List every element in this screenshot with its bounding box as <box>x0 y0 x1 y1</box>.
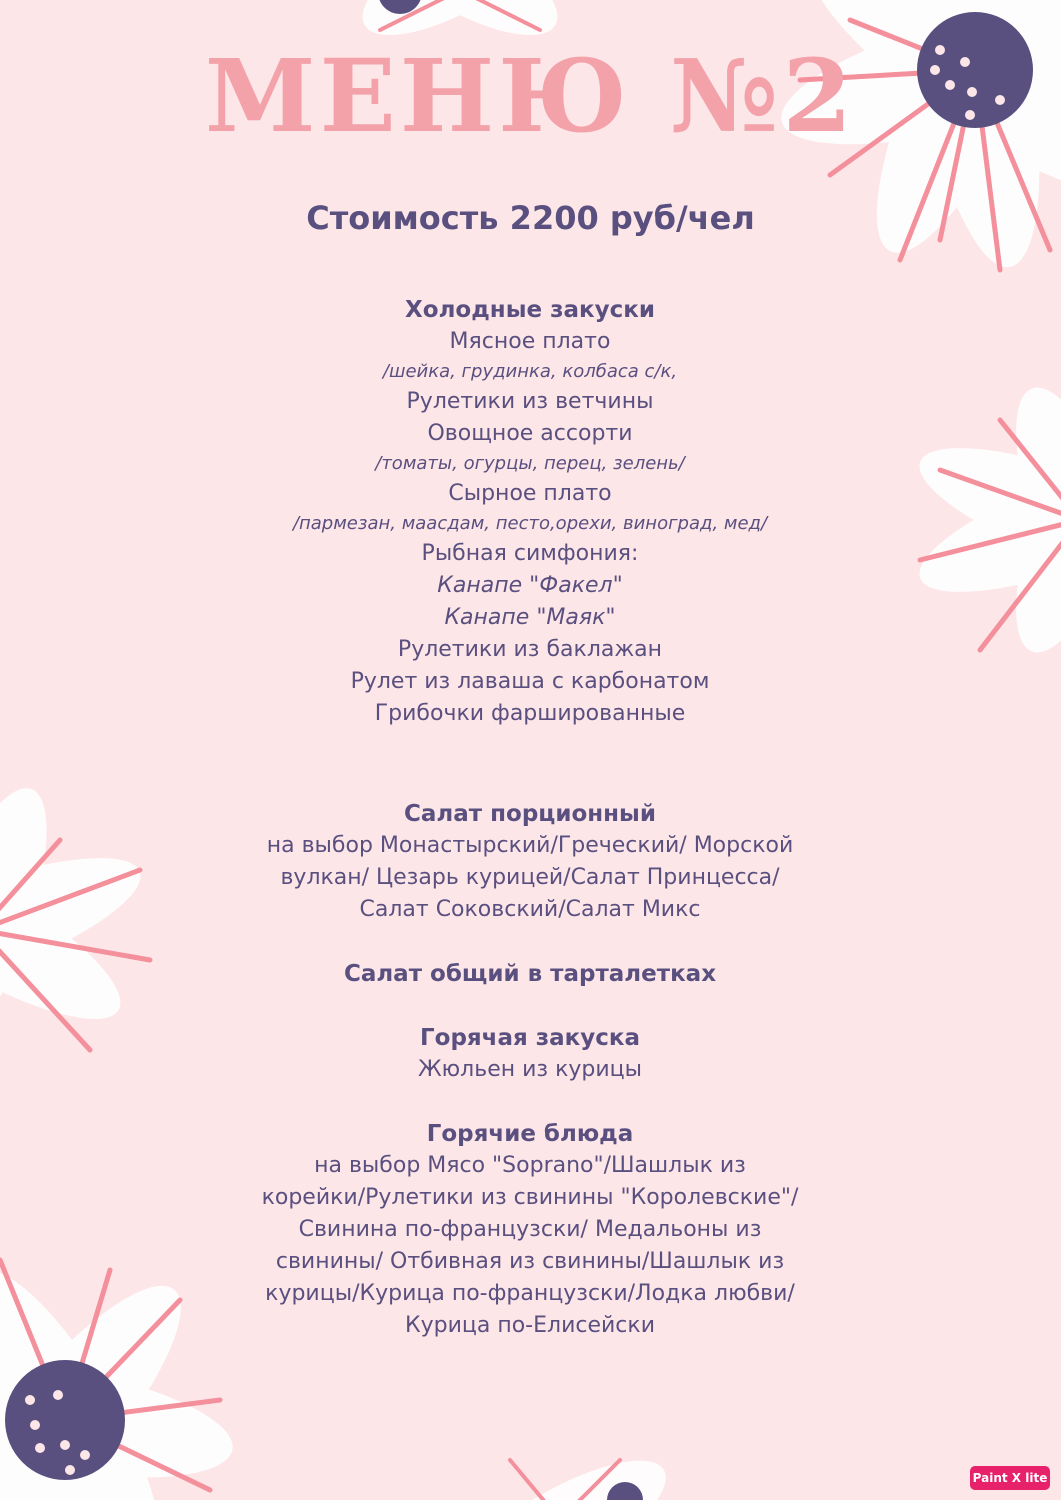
cold-item: Грибочки фаршированные <box>374 701 686 726</box>
cold-appetizers-section <box>260 294 800 730</box>
cold-appetizers-heading: Холодные закуски <box>405 297 655 323</box>
portion-salad-options: на выбор Монастырский/Греческий/ Морской вулкан/ Цезарь курицей/Салат Принцесса/Салат Соковский/Салат Микс <box>266 833 794 922</box>
flower-bottom-center-icon <box>436 1435 684 1500</box>
flower-left-middle-icon <box>0 774 155 1087</box>
cold-item: Сырное плато <box>448 481 612 506</box>
watermark-badge: Paint X lite <box>970 1466 1050 1490</box>
menu-content <box>260 294 800 1342</box>
hot-appetizer-item: Жюльен из курицы <box>417 1057 643 1082</box>
hot-appetizer-heading: Горячая закуска <box>419 1025 641 1051</box>
portion-salad-section <box>260 798 800 926</box>
hot-dishes-heading: Горячие блюда <box>426 1121 634 1147</box>
cold-item-note: /шейка, грудинка, колбаса с/к, <box>382 361 678 382</box>
cold-item-subitem: Канапе "Факел" <box>437 573 623 598</box>
hot-appetizer-section <box>260 1022 800 1086</box>
cold-item: Мясное плато <box>449 329 611 354</box>
flower-right-middle-icon <box>905 373 1061 667</box>
hot-dishes-options: на выбор Мясо "Soprano"/Шашлык из корейки/Рулетики из свинины "Королевские"/Свинина по-французски/ Медальоны из свинины/ Отбивная из свинины/Шашлык из курицы/Курица по-французски/Лодка любви/Курица по-Елисейски <box>261 1153 799 1338</box>
cold-item-note: /пармезан, маасдам, песто,орехи, виноград, мед/ <box>292 513 768 534</box>
menu-price: Стоимость 2200 руб/чел <box>306 199 755 237</box>
cold-item: Рыбная симфония: <box>421 541 639 566</box>
portion-salad-heading: Салат порционный <box>404 801 656 827</box>
cold-item-note: /томаты, огурцы, перец, зелень/ <box>375 453 685 474</box>
cold-item: Рулетики из баклажан <box>397 637 663 662</box>
hot-dishes-section <box>260 1118 800 1342</box>
menu-title: МЕНЮ №2 <box>204 37 857 155</box>
common-salad-section <box>260 958 800 990</box>
cold-item: Овощное ассорти <box>427 421 633 446</box>
cold-item: Рулет из лаваша с карбонатом <box>350 669 710 694</box>
cold-item: Рулетики из ветчины <box>406 389 654 414</box>
common-salad-heading: Салат общий в тарталетках <box>343 961 717 987</box>
cold-item-subitem: Канапе "Маяк" <box>444 605 616 630</box>
flower-bottom-left-icon <box>0 1248 241 1500</box>
